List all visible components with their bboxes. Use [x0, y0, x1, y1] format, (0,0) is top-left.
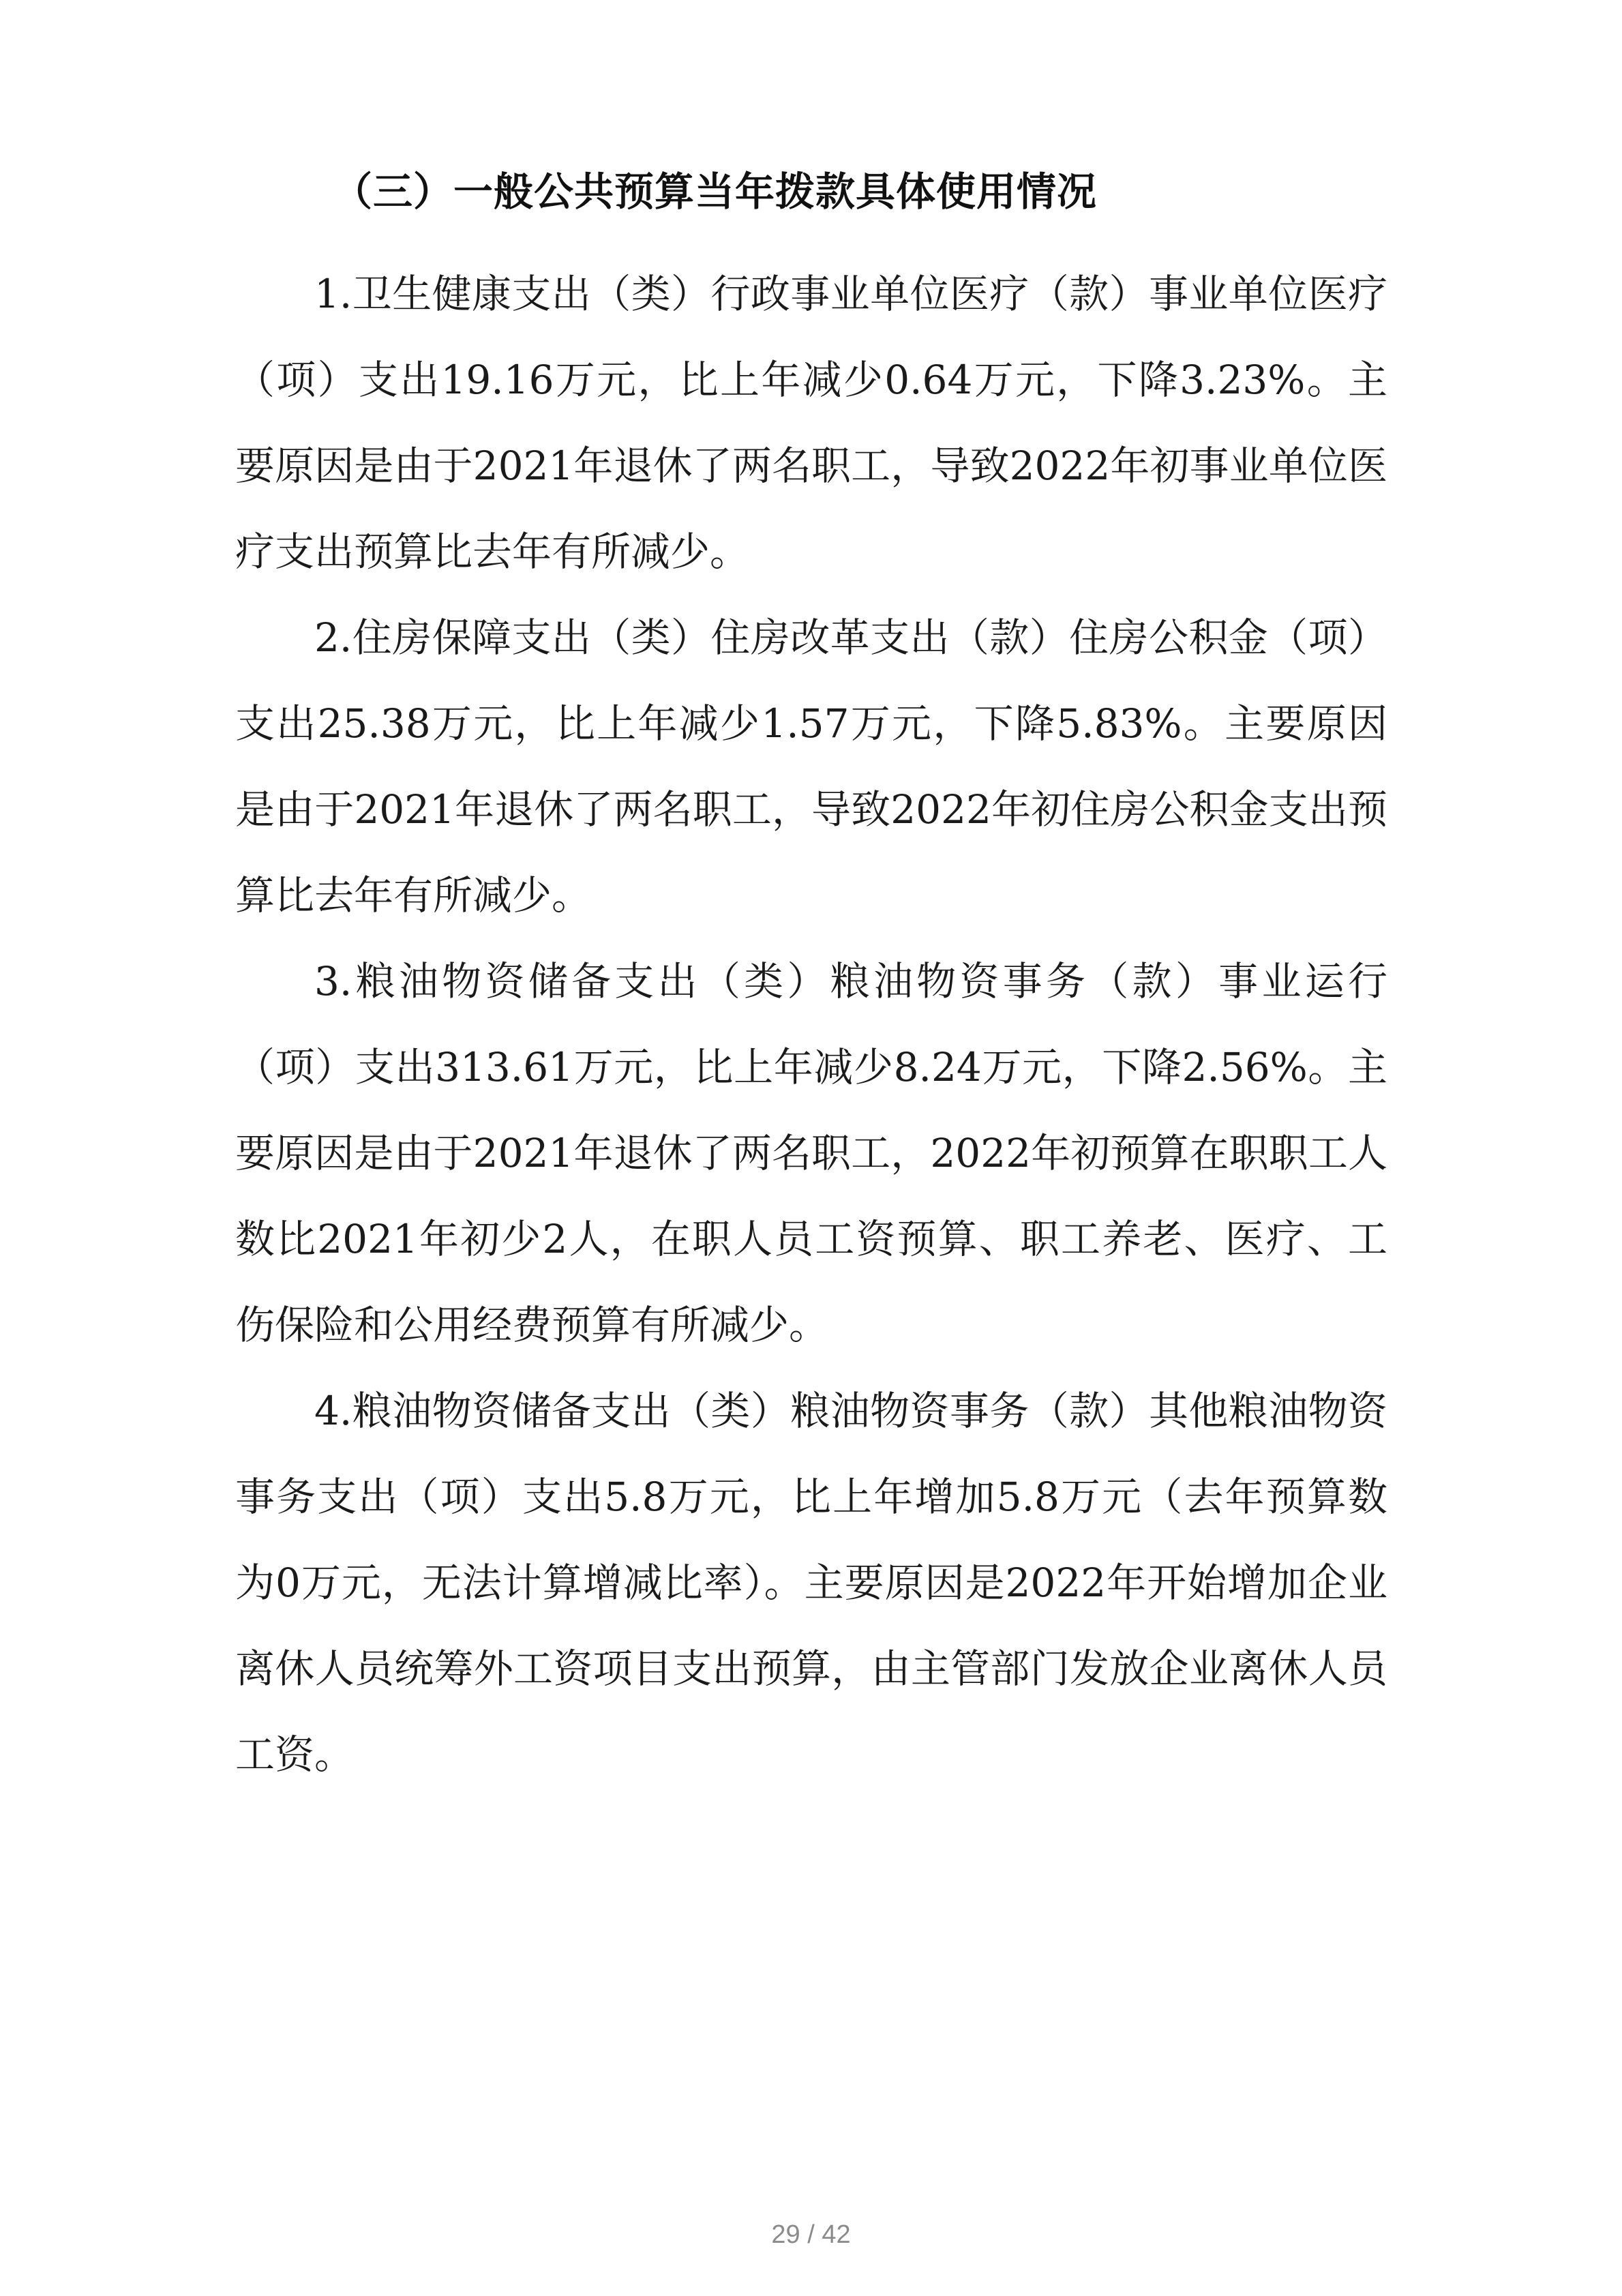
document-body — [235, 251, 1387, 1798]
page-number: 29 / 42 — [771, 2220, 851, 2249]
paragraph-health-expenditure: 1.卫生健康支出（类）行政事业单位医疗（款）事业单位医疗（项）支出19.16万元，比上年减少0.64万元，下降3.23%。主要原因是由于2021年退休了两名职工，导致2022年初事业单位医疗支出预算比去年有所减少。 — [235, 271, 1387, 575]
paragraph-grain-operation-expenditure: 3.粮油物资储备支出（类）粮油物资事务（款）事业运行（项）支出313.61万元，比上年减少8.24万元，下降2.56%。主要原因是由于2021年退休了两名职工，2022年初预算在职职工人数比2021年初少2人，在职人员工资预算、职工养老、医疗、工伤保险和公用经费预算有所减少。 — [235, 958, 1387, 1348]
section-heading: （三）一般公共预算当年拨款具体使用情况 — [333, 168, 1098, 215]
paragraph-grain-other-expenditure: 4.粮油物资储备支出（类）粮油物资事务（款）其他粮油物资事务支出（项）支出5.8万元，比上年增加5.8万元（去年预算数为0万元，无法计算增减比率）。主要原因是2022年开始增加企业离休人员统筹外工资项目支出预算，由主管部门发放企业离休人员工资。 — [235, 1388, 1387, 1778]
paragraph-housing-expenditure: 2.住房保障支出（类）住房改革支出（款）住房公积金（项）支出25.38万元，比上年减少1.57万元，下降5.83%。主要原因是由于2021年退休了两名职工，导致2022年初住房公积金支出预算比去年有所减少。 — [235, 614, 1387, 919]
